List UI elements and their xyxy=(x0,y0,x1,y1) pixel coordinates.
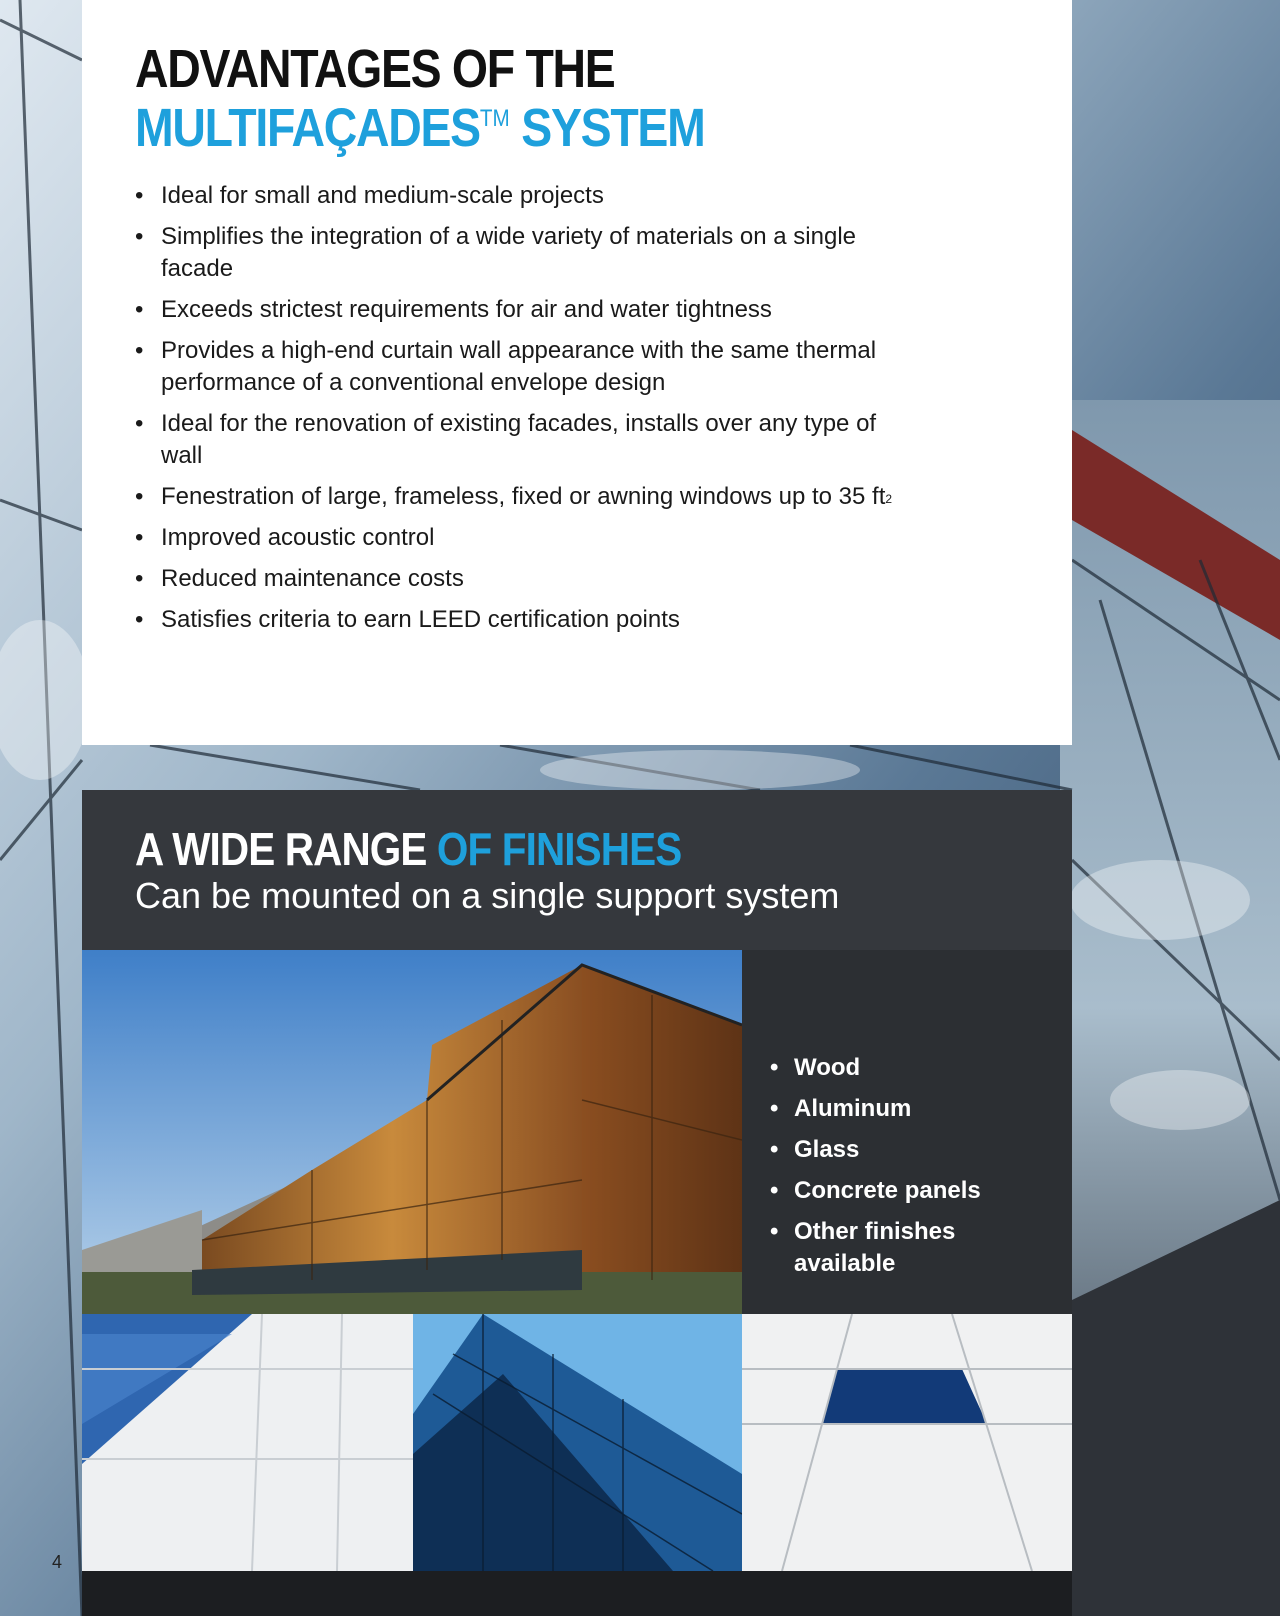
advantages-heading-line2 xyxy=(135,98,705,158)
finishes-title xyxy=(135,823,682,875)
concrete-panels-photo xyxy=(742,1314,1072,1571)
finishes-list xyxy=(768,1052,1048,1289)
finish-item-wood: • Wood xyxy=(768,1052,1048,1084)
advantage-item: • Satisfies criteria to earn LEED certification points xyxy=(135,604,895,636)
finish-item-concrete: • Concrete panels xyxy=(768,1175,1048,1207)
finishes-subtitle: Can be mounted on a single support system xyxy=(135,875,840,916)
trademark-symbol: TM xyxy=(479,105,510,132)
advantages-list xyxy=(135,180,895,645)
finishes-title-blue: OF FINISHES xyxy=(436,823,682,875)
bottom-bar xyxy=(82,1571,1072,1616)
advantage-item: • Reduced maintenance costs xyxy=(135,563,895,595)
advantages-heading-line1: ADVANTAGES OF THE xyxy=(135,39,615,99)
finishes-title-white: A WIDE RANGE xyxy=(135,823,437,875)
advantage-item: • Provides a high-end curtain wall appearance with the same thermal performance of a conventional envelope design xyxy=(135,335,895,399)
advantage-item: • Improved acoustic control xyxy=(135,522,895,554)
heading-system-word: SYSTEM xyxy=(509,98,705,158)
advantage-item: • Ideal for small and medium-scale projects xyxy=(135,180,895,212)
wood-facade-building-photo xyxy=(82,950,742,1314)
finish-item-aluminum: • Aluminum xyxy=(768,1093,1048,1125)
page-number: 4 xyxy=(52,1552,63,1572)
advantage-item-text: Fenestration of large, frameless, fixed or awning windows up to 35 ft xyxy=(161,483,886,510)
blue-glass-facade-photo xyxy=(413,1314,742,1571)
advantage-item: • Exceeds strictest requirements for air and water tightness xyxy=(135,294,895,326)
advantage-item: • Simplifies the integration of a wide variety of materials on a single facade xyxy=(135,221,895,285)
advantage-item xyxy=(135,481,895,513)
finish-item-other: • Other finishes available xyxy=(768,1216,1048,1280)
advantage-item: • Ideal for the renovation of existing facades, installs over any type of wall xyxy=(135,408,895,472)
white-aluminum-panels-photo xyxy=(82,1314,413,1571)
squared-superscript: 2 xyxy=(885,492,893,506)
brand-name: MULTIFAÇADES xyxy=(135,98,480,158)
finish-item-glass: • Glass xyxy=(768,1134,1048,1166)
